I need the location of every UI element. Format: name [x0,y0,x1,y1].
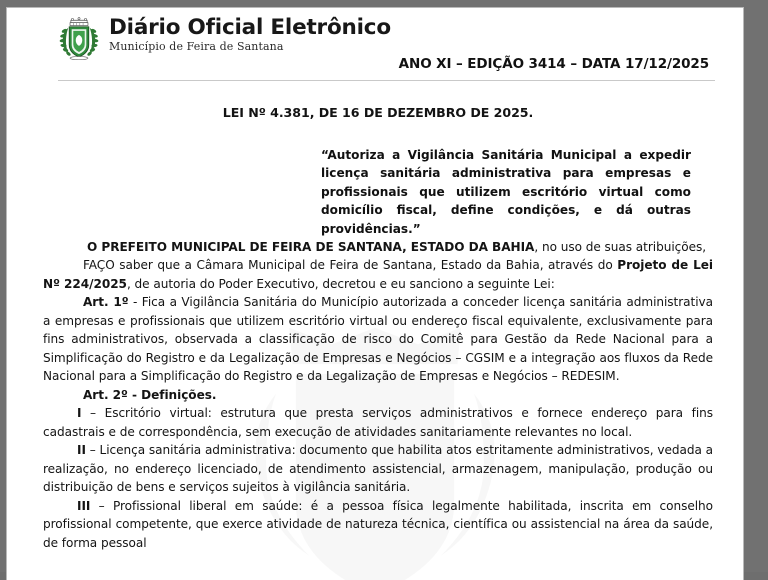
item-3-text: – Profissional liberal em saúde: é a pessoa física legalmente habilitada, inscrita em conselho profissional competente, que exerce atividade de natureza técnica, científica ou assistencial na área da saúde, de forma pessoal [43,498,713,550]
bill-reference: Projeto de Lei Nº 224/2025 [43,258,713,291]
article-1-label: Art. 1º [83,295,129,310]
item-2-label: II [77,443,86,458]
article-1-text: - Fica a Vigilância Sanitária do Município autorizada a conceder licença sanitária administrativa a empresas e profissionais que utilizem escritório virtual ou endereço fiscal equivalente, exclusivamente para fins administrativos, observada a classificação de risco do Comitê para Gestão da Rede Nacional para a Simplificação do Registro e da Legalização de Empresas e Negócios – CGSIM e a integração aos fluxos da Rede Nacional para a Simplificação do Registro e da Legalização de Empresas e Negócios – REDESIM. [43,295,714,384]
law-summary [321,146,691,238]
law-heading: LEI Nº 4.381, DE 16 DE DEZEMBRO DE 2025. [222,105,534,120]
item-1-text: – Escritório virtual: estrutura que presta serviços administrativos e fornece endereço para fins cadastrais e de correspondência, sem execução de atividades sanitariamente relevantes no local. [43,406,713,439]
article-2-label: Art. 2º - Definições. [83,387,217,402]
definition-item-2 [43,441,713,497]
preamble-paragraph [43,238,713,257]
article-2-heading [43,386,713,405]
document-page [7,8,743,580]
item-3-label: III [77,498,91,513]
definition-item-1 [43,404,713,441]
item-1-label: I [77,406,82,421]
header-divider [58,80,715,81]
preamble-rest: , no uso de suas atribuições, [534,239,707,254]
document-body [7,105,743,552]
enacting-text-2: , de autoria do Poder Executivo, decretou e eu sanciono a seguinte Lei: [126,276,555,291]
publication-title: Diário Oficial Eletrônico [109,15,391,40]
law-summary-text: “Autoriza a Vigilância Sanitária Municipal a expedir licença sanitária administrativa para empresas e profissionais que utilizem escritório virtual como domicílio fiscal, define condições, e dá outras providências.” [321,148,691,236]
definition-item-3 [43,497,713,553]
enacting-text-1: FAÇO saber que a Câmara Municipal de Feira de Santana, Estado da Bahia, através do [83,258,618,273]
article-1-paragraph [43,293,713,386]
item-2-text: – Licença sanitária administrativa: documento que habilita atos estritamente administrativos, vedada a realização, no endereço licenciado, de atendimento assistencial, armazenagem, manipulação, produção ou distribuição de bens e serviços sujeitos à vigilância sanitária. [43,443,713,495]
edition-row [7,55,743,77]
publication-subtitle: Município de Feira de Santana [109,40,284,54]
enacting-paragraph [43,256,713,293]
preamble-bold: O PREFEITO MUNICIPAL DE FEIRA DE SANTANA, ESTADO DA BAHIA [87,239,535,254]
edition-line: ANO XI – EDIÇÃO 3414 – DATA 17/12/2025 [398,56,709,72]
masthead [7,8,743,60]
